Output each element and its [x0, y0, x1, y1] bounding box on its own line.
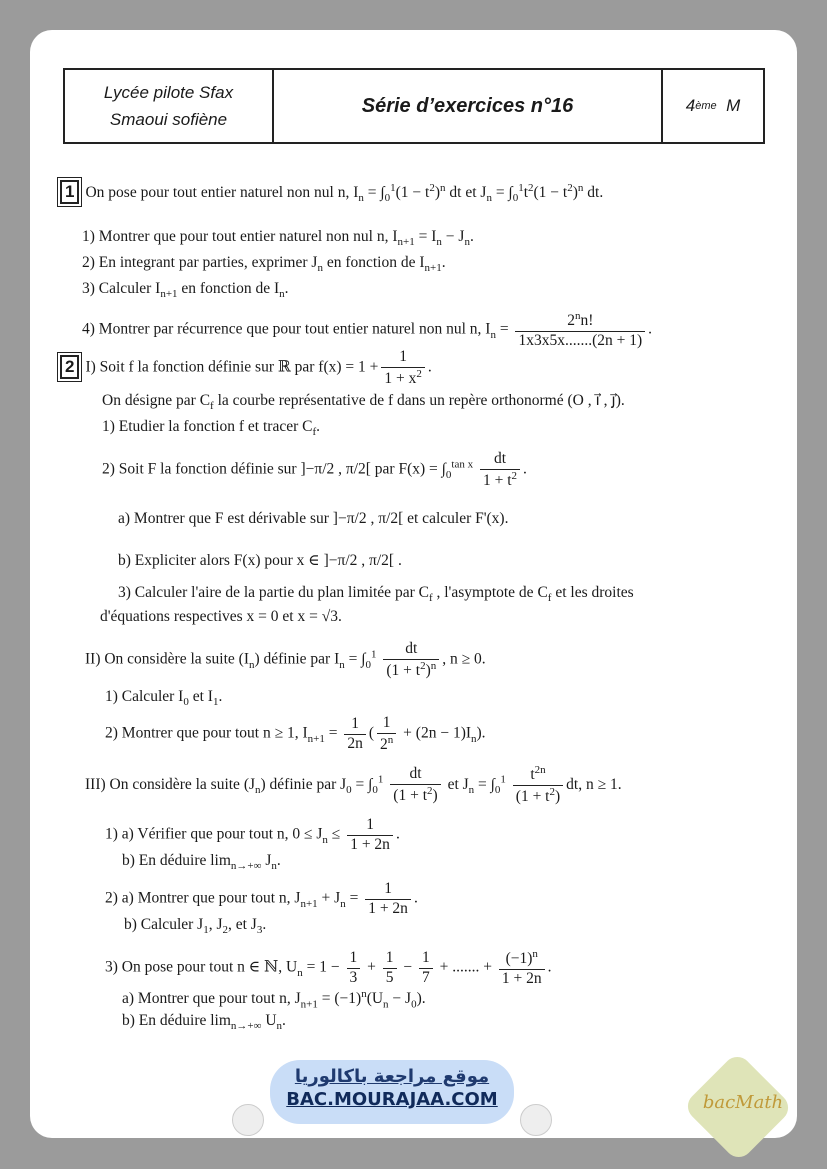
ex2-iii-q3b: b) En déduire $\lim_{n\to+\infty} U_n$.	[122, 1012, 286, 1033]
ex2-ii-q1: 1) Calculer $I_0$ et $I_1$.	[105, 688, 223, 709]
ex1-q4: 4) Montrer par récurrence que pour tout entier naturel non nul n, $I_n$ = $\frac{2^nn!}{1x3x5x.......(2n + 1)}$ .	[82, 310, 653, 349]
header-left	[65, 70, 274, 142]
header-table	[63, 68, 765, 144]
site-url-link[interactable]: BAC.MOURAJAA.COM	[286, 1089, 498, 1110]
ex2-iii-intro: III) On considère la suite $(J_n)$ définie par $J_0 = \int_0^1$ $\frac{dt}{(1 + t^2)}$ et $J_n = \int_0^1$ $\frac{t^{2n}}{(1 + t^2)}$ dt, n ≥ 1.	[85, 764, 622, 805]
ex2-intro: 2 I) Soit f la fonction définie sur ℝ par f(x) = 1 + $\frac{1}{1 + x^2}$ .	[60, 348, 432, 388]
ex1-q1: 1) Montrer que pour tout entier naturel non nul n, $I_{n+1} = I_n - J_n$.	[82, 228, 474, 249]
ex1-intro: 1 On pose pour tout entier naturel non nul n, $I_n = \int_0^1(1 - t^2)^n$ dt et $J_n = \int_0^1t^2(1 - t^2)^n$ dt.	[60, 180, 603, 205]
ex2-iii-q3a: a) Montrer que pour tout n, $J_{n+1} = (-1)^n(U_n - J_0)$.	[122, 988, 426, 1011]
ex2-iii-q1a: 1) a) Vérifier que pour tout n, $0 \le J_n$ ≤ $\frac{1}{1 + 2n}$ .	[105, 816, 400, 853]
ex2-ii-intro: II) On considère la suite $(I_n)$ définie par $I_n = \int_0^1$ $\frac{dt}{(1 + t^2)^n}$ , n ≥ 0.	[85, 640, 486, 679]
site-logo-icon	[520, 1104, 552, 1136]
sheet-title: Série d’exercices n°16	[274, 70, 663, 142]
ex2-i-q2a: a) Montrer que F est dérivable sur ]−π/2 , π/2[ et calculer F'(x).	[118, 510, 509, 527]
document-page	[30, 30, 797, 1138]
ex2-iii-q1b: b) En déduire $\lim_{n\to+\infty} J_n$.	[122, 852, 281, 873]
ex1-q2: 2) En integrant par parties, exprimer $J_n$ en fonction de $I_{n+1}$.	[82, 254, 446, 275]
ex2-iii-q2a: 2) a) Montrer que pour tout n, $J_{n+1} + J_n$ = $\frac{1}{1 + 2n}$ .	[105, 880, 418, 917]
ex1-q3: 3) Calculer $I_{n+1}$ en fonction de $I_n$.	[82, 280, 289, 301]
site-logo-icon	[232, 1104, 264, 1136]
ex2-i-q2b: b) Expliciter alors F(x) pour x ∈ ]−π/2 , π/2[ .	[118, 552, 402, 569]
class-level: 4 ème M	[685, 96, 741, 115]
ex2-ii-q2: 2) Montrer que pour tout n ≥ 1, $I_{n+1}$ = $\frac{1}{2n}$ ( $\frac{1}{2^n}$ + $(2n - 1)I_n$).	[105, 714, 486, 753]
ex2-iii-q2b: b) Calculer $J_1$, $J_2$, et $J_3$.	[124, 916, 267, 937]
bacmath-logo-text: bacMath	[702, 1092, 784, 1113]
ex2-i-desc: On désigne par $C_f$ la courbe représentative de f dans un repère orthonormé (O , i⃗ , j⃗).	[102, 392, 625, 413]
teacher-name: Smaoui sofiène	[109, 109, 228, 129]
school-name: Lycée pilote Sfax	[103, 82, 234, 102]
ex2-i-q3b: d'équations respectives x = 0 et x = √3.	[100, 608, 342, 625]
exercise-number: 1	[60, 180, 79, 204]
ex2-i-q3: 3) Calculer l'aire de la partie du plan limitée par $C_f$ , l'asymptote de $C_f$ et les droites	[118, 584, 634, 605]
ex2-i-q2: 2) Soit F la fonction définie sur ]−π/2 , π/2[ par $F(x) = \int_0^{tan x}$ $\frac{dt}{1 + t^2}$ .	[102, 450, 527, 489]
exercise-number: 2	[60, 355, 79, 379]
ex2-iii-q3: 3) On pose pour tout n ∈ ℕ, $U_n = 1$ − $\frac{1}{3}$ + $\frac{1}{5}$ − $\frac{1}{7}$ + ....... + $\frac{(-1)^n}{1 + 2n}$ .	[105, 948, 552, 987]
site-name-arabic[interactable]: موقع مراجعة باكالوريا	[294, 1066, 490, 1087]
site-banner[interactable]	[270, 1060, 514, 1124]
ex2-i-q1: 1) Etudier la fonction f et tracer $C_f$.	[102, 418, 321, 439]
